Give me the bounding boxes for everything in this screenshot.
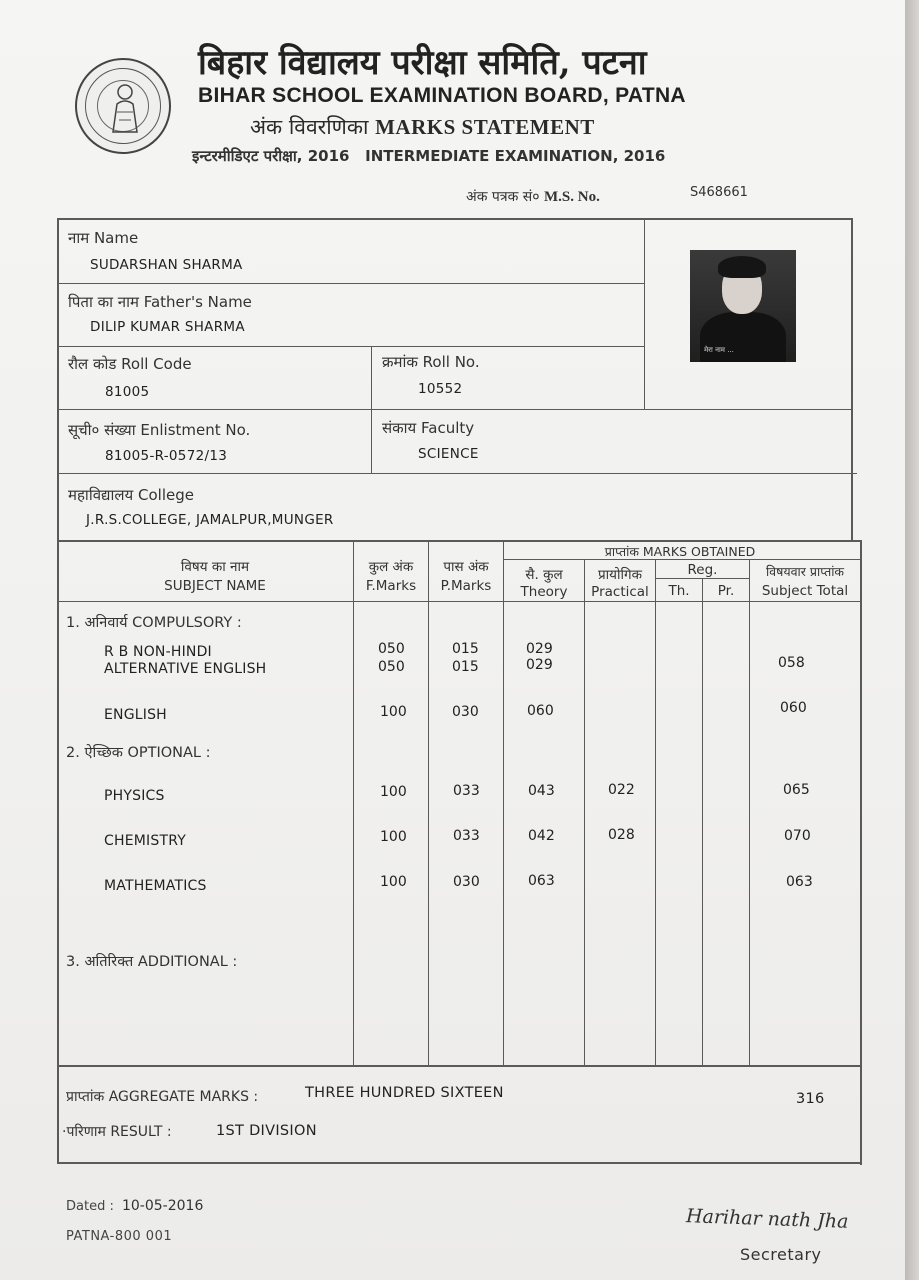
row-divider — [57, 283, 645, 284]
col-line-practical — [584, 560, 585, 1065]
subject-pmarks: 015 — [452, 659, 479, 675]
date-value: 10-05-2016 — [121, 1198, 204, 1214]
table-bottom-border — [57, 1065, 861, 1067]
subject-name: ALTERNATIVE ENGLISH — [104, 661, 267, 677]
aggregate-label: प्राप्तांक AGGREGATE MARKS : — [66, 1089, 259, 1105]
subject-theory: 060 — [527, 703, 554, 719]
subject-pmarks: 030 — [453, 874, 480, 890]
college-name: J.R.S.COLLEGE, JAMALPUR,MUNGER — [86, 512, 334, 528]
subject-name: MATHEMATICS — [104, 878, 207, 894]
box-bottom-border — [57, 1162, 862, 1164]
practical-header-english: Practical — [591, 584, 649, 600]
reg-header: Reg. — [687, 562, 718, 578]
subject-name: R B NON-HINDI — [104, 644, 212, 660]
subject-pmarks: 015 — [452, 641, 479, 657]
name-label: नाम Name — [68, 229, 139, 247]
subject-total: 058 — [778, 655, 805, 671]
dated-label: Dated : — [66, 1199, 114, 1214]
place-text: PATNA-800 001 — [66, 1229, 173, 1244]
box-right-border-lower — [860, 540, 862, 1165]
subject-name: CHEMISTRY — [104, 833, 186, 849]
subject-total: 065 — [783, 782, 810, 798]
photo-caption: मेरा नाम ... — [704, 346, 734, 354]
fmarks-header-hindi: कुल अंक — [368, 559, 414, 575]
subject-fmarks: 100 — [380, 704, 407, 720]
subject-theory: 029 — [526, 641, 553, 657]
subject-pmarks: 033 — [453, 828, 480, 844]
aggregate-value: 316 — [796, 1091, 825, 1107]
board-name-hindi: बिहार विद्यालय परीक्षा समिति, पटना — [198, 43, 647, 83]
subject-header-english: SUBJECT NAME — [164, 578, 266, 594]
subject-theory: 029 — [526, 657, 553, 673]
subject-pmarks: 030 — [452, 704, 479, 720]
subject-practical: 028 — [608, 827, 635, 843]
practical-header-hindi: प्रायोगिक — [598, 567, 642, 583]
ms-no-value: S468661 — [690, 185, 748, 200]
subject-total: 070 — [784, 828, 811, 844]
col-line-fmarks — [353, 540, 354, 1065]
marks-obtained-header: प्राप्तांक MARKS OBTAINED — [604, 544, 756, 559]
fmarks-header-english: F.Marks — [365, 578, 417, 594]
statement-title — [250, 113, 595, 141]
subject-header-hindi: विषय का नाम — [180, 559, 250, 575]
subject-practical: 022 — [608, 782, 635, 798]
col-line-theory — [503, 540, 504, 1065]
section-optional: 2. ऐच्छिक OPTIONAL : — [66, 745, 211, 761]
subject-total: 063 — [786, 874, 813, 890]
exam-title — [192, 146, 665, 166]
father-name: DILIP KUMAR SHARMA — [90, 319, 245, 335]
box-right-border-upper — [851, 218, 853, 540]
enlistment-no: 81005-R-0572/13 — [105, 448, 228, 464]
dated-line — [66, 1198, 203, 1214]
total-header-hindi: विषयवार प्राप्तांक — [765, 564, 845, 579]
reg-header-divider — [655, 578, 750, 579]
subject-total: 060 — [780, 700, 807, 716]
row-divider — [57, 346, 645, 347]
college-label: महाविद्यालय College — [68, 486, 194, 504]
roll-code: 81005 — [105, 384, 150, 400]
statement-title-hindi: अंक विवरणिका — [250, 115, 369, 139]
board-seal-logo — [75, 58, 171, 154]
th-header: Th. — [668, 583, 690, 599]
pmarks-header-english: P.Marks — [440, 578, 492, 594]
student-photo — [690, 250, 796, 362]
father-name-label: पिता का नाम Father's Name — [68, 293, 252, 311]
photo-divider — [644, 218, 645, 410]
ms-no-label-hindi: अंक पत्रक सं० — [466, 189, 540, 205]
box-left-border — [57, 218, 59, 1163]
roll-no-label: क्रमांक Roll No. — [382, 353, 480, 371]
subject-fmarks: 050 — [378, 659, 405, 675]
secretary-signature: Harihar nath Jha — [685, 1205, 849, 1233]
theory-header-english: Theory — [520, 584, 568, 600]
enlistment-label: सूची० संख्या Enlistment No. — [68, 421, 251, 439]
statement-title-english: MARKS STATEMENT — [375, 115, 595, 139]
col-divider — [371, 346, 372, 474]
subject-name: PHYSICS — [104, 788, 165, 804]
box-top-border — [57, 218, 852, 220]
exam-title-english: INTERMEDIATE EXAMINATION, 2016 — [365, 147, 666, 165]
aggregate-words: THREE HUNDRED SIXTEEN — [305, 1085, 504, 1101]
col-line-total — [749, 560, 750, 1065]
col-line-pmarks — [428, 540, 429, 1065]
subject-theory: 042 — [528, 828, 555, 844]
table-header-bottom — [57, 601, 861, 602]
subject-fmarks: 100 — [380, 829, 407, 845]
section-additional: 3. अतिरिक्त ADDITIONAL : — [66, 954, 238, 970]
subject-fmarks: 100 — [380, 874, 407, 890]
theory-header-hindi: सै. कुल — [525, 567, 563, 583]
subject-theory: 063 — [528, 873, 555, 889]
total-header-english: Subject Total — [761, 583, 849, 599]
col-line-pr — [702, 578, 703, 1065]
ms-no-label-english: M.S. No. — [543, 189, 600, 205]
roll-code-label: रौल कोड Roll Code — [68, 355, 192, 373]
student-name: SUDARSHAN SHARMA — [90, 257, 243, 273]
ms-no-label — [466, 187, 600, 206]
table-top-border — [57, 540, 862, 542]
result-label: ·परिणाम RESULT : — [62, 1124, 172, 1140]
result-value: 1ST DIVISION — [216, 1123, 317, 1139]
section-compulsory: 1. अनिवार्य COMPULSORY : — [66, 615, 242, 631]
pmarks-header-hindi: पास अंक — [443, 559, 489, 575]
subject-pmarks: 033 — [453, 783, 480, 799]
signatory-title: Secretary — [740, 1245, 822, 1264]
background-edge — [905, 0, 919, 1280]
board-name-english: BIHAR SCHOOL EXAMINATION BOARD, PATNA — [198, 84, 686, 107]
subject-name: ENGLISH — [104, 707, 167, 723]
row-divider — [57, 473, 857, 474]
faculty-label: संकाय Faculty — [382, 419, 475, 437]
pr-header: Pr. — [717, 583, 735, 599]
roll-no: 10552 — [418, 381, 463, 397]
subject-fmarks: 100 — [380, 784, 407, 800]
subject-fmarks: 050 — [378, 641, 405, 657]
col-line-th — [655, 560, 656, 1065]
faculty: SCIENCE — [418, 446, 479, 462]
subject-theory: 043 — [528, 783, 555, 799]
row-divider — [57, 409, 853, 410]
exam-title-hindi: इन्टरमीडिएट परीक्षा, 2016 — [192, 147, 350, 165]
